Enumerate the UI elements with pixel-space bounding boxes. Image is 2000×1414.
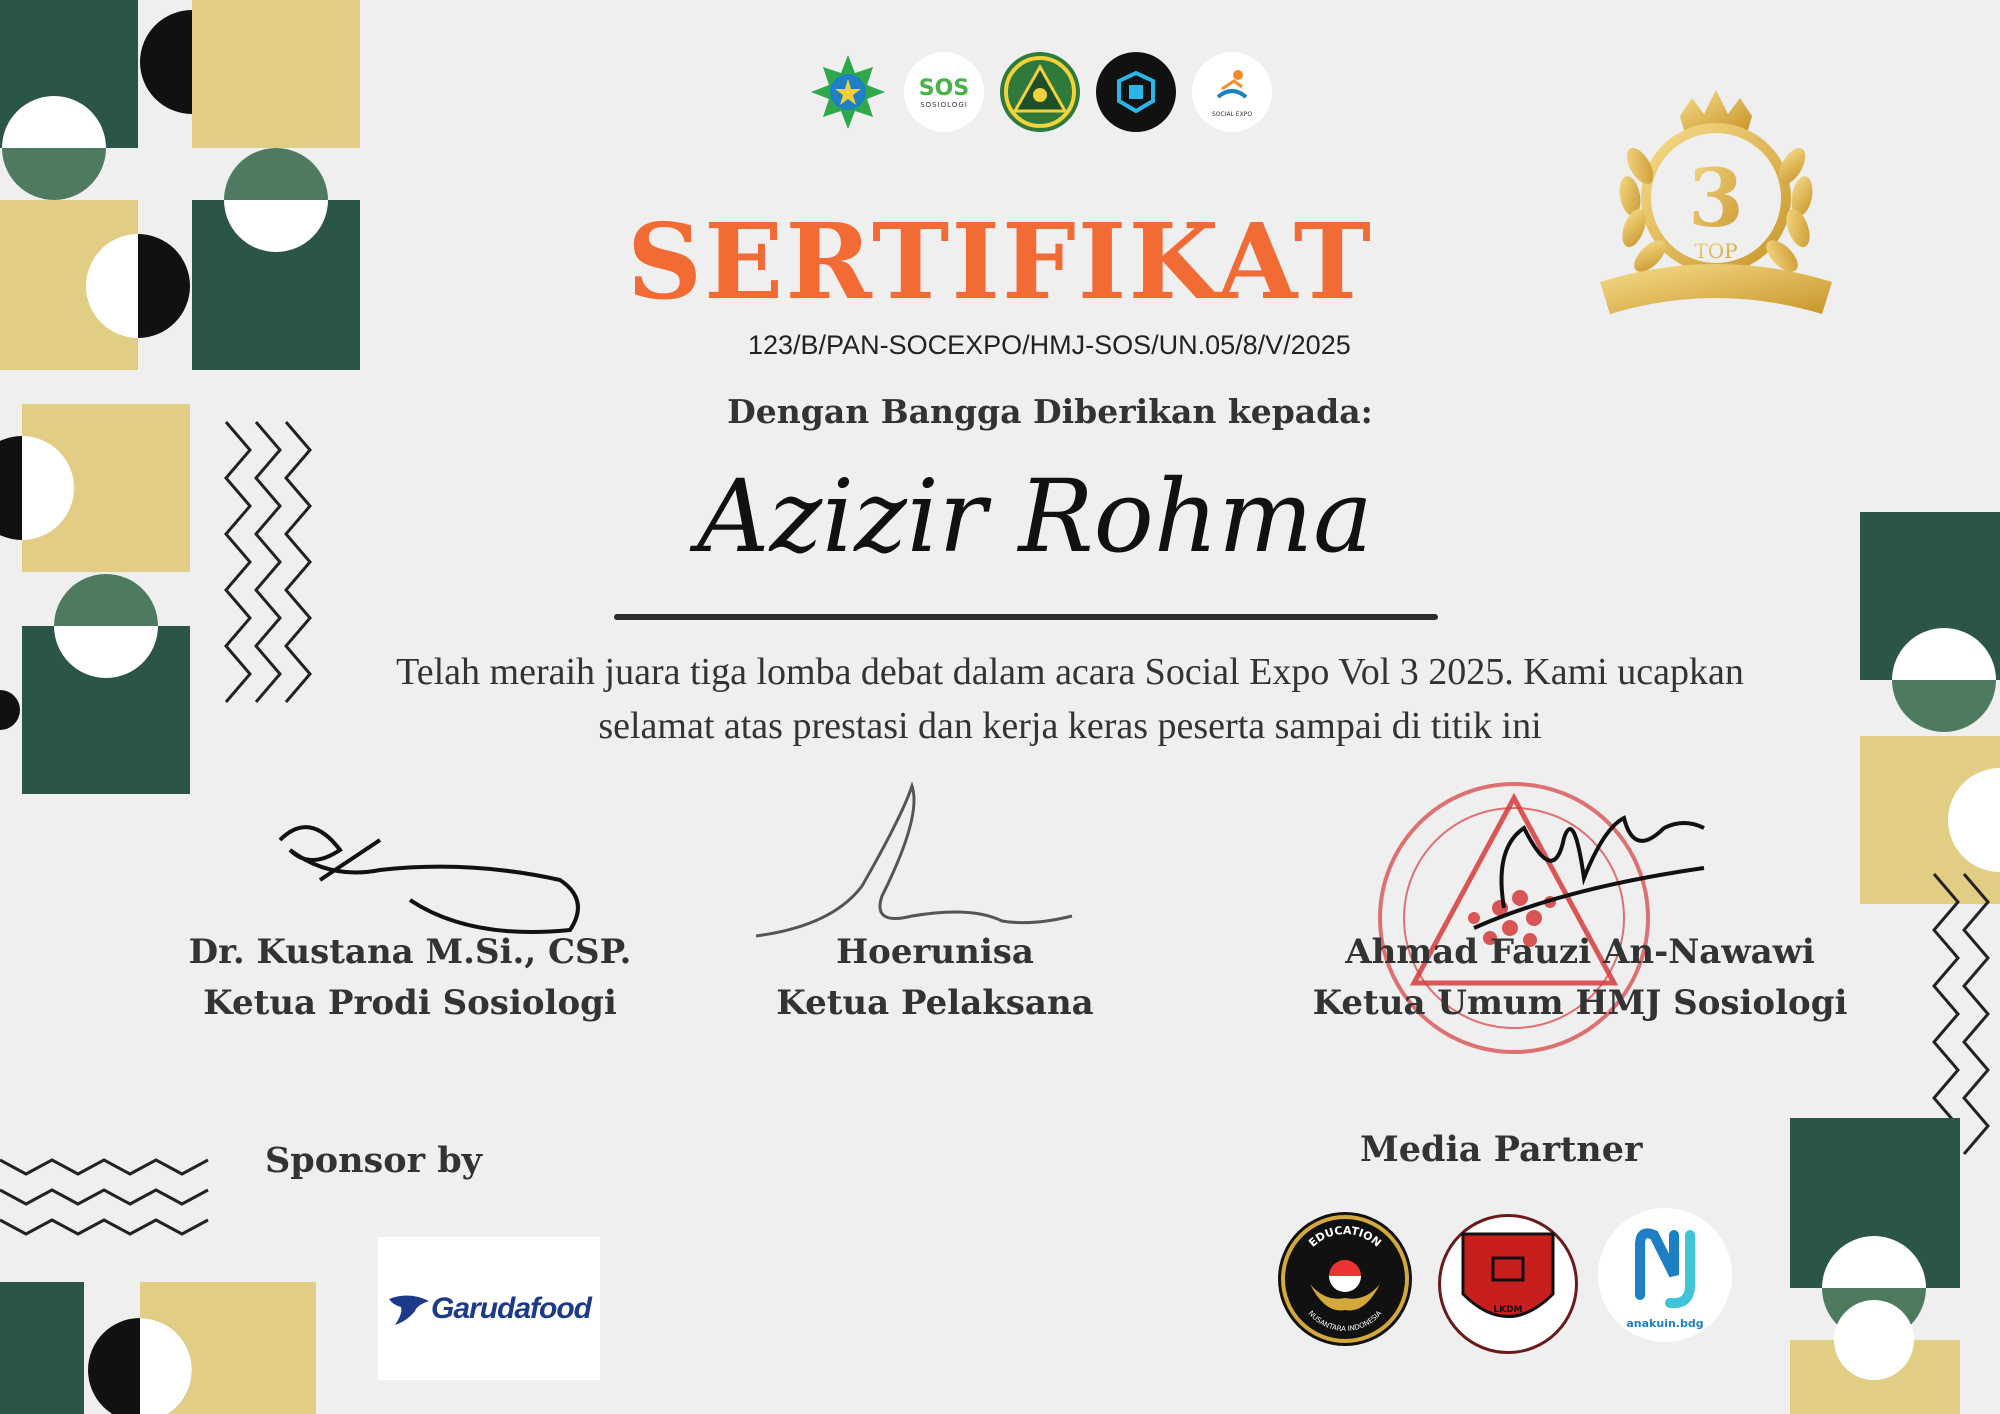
signer-ahmad (1310, 927, 1850, 1029)
badge-label: TOP (1694, 239, 1738, 263)
recipient-name: Azizir Rohma (697, 458, 1373, 575)
badge-rank: 3 (1688, 151, 1744, 245)
partner-lkdm-text: LKDM (1493, 1305, 1523, 1315)
partner-lkdm (1438, 1214, 1578, 1354)
book-logo (1096, 52, 1176, 132)
sponsor-logo-garudafood (378, 1237, 600, 1380)
partner-ring-top: EDUCATION (1306, 1223, 1384, 1250)
signer-hoerunisa (735, 927, 1135, 1029)
sos-logo-text: SOS (918, 75, 970, 101)
certificate-title: SERTIFIKAT (626, 200, 1374, 323)
sponsor-brand: Garudafood (431, 1291, 591, 1325)
sos-logo-sub: SOSIOLOGI (920, 100, 968, 109)
certificate-number: 123/B/PAN-SOCEXPO/HMJ-SOS/UN.05/8/V/2025 (748, 330, 1351, 360)
hmj-sosiologi-logo (1000, 52, 1080, 132)
signer-name: Hoerunisa (836, 932, 1034, 972)
garuda-bird-icon (387, 1291, 431, 1327)
organizer-logos (808, 52, 1288, 132)
social-expo-logo (1192, 52, 1272, 132)
signer-name: Dr. Kustana M.Si., CSP. (188, 932, 632, 972)
certificate-description: Telah meraih juara tiga lomba debat dalam acara Social Expo Vol 3 2025. Kami ucapkan selamat atas prestasi dan kerja keras peserta sampai di titik ini (396, 651, 1744, 747)
partner-ring-bottom: NUSANTARA INDONESIA (1306, 1309, 1384, 1334)
signer-kustana (160, 927, 660, 1029)
sponsor-label: Sponsor by (265, 1140, 483, 1181)
signature-kustana (270, 820, 600, 940)
name-underline (614, 614, 1438, 620)
given-to-label: Dengan Bangga Diberikan kepada: (727, 392, 1373, 431)
signature-hoerunisa (752, 776, 1082, 946)
sos-sosiologi-logo (904, 52, 984, 132)
signer-role: Ketua Umum HMJ Sosiologi (1312, 983, 1848, 1023)
partner-education-nusantara (1278, 1212, 1412, 1346)
media-partner-label: Media Partner (1360, 1129, 1643, 1170)
signer-role: Ketua Pelaksana (776, 983, 1094, 1023)
partner-anakuin (1598, 1208, 1732, 1342)
signer-name: Ahmad Fauzi An-Nawawi (1345, 932, 1815, 972)
signer-role: Ketua Prodi Sosiologi (203, 983, 617, 1023)
partner-anakuin-text: anakuin.bdg (1626, 1317, 1704, 1330)
social-expo-logo-text: SOCIAL EXPO (1211, 110, 1253, 118)
uin-logo (808, 52, 888, 132)
